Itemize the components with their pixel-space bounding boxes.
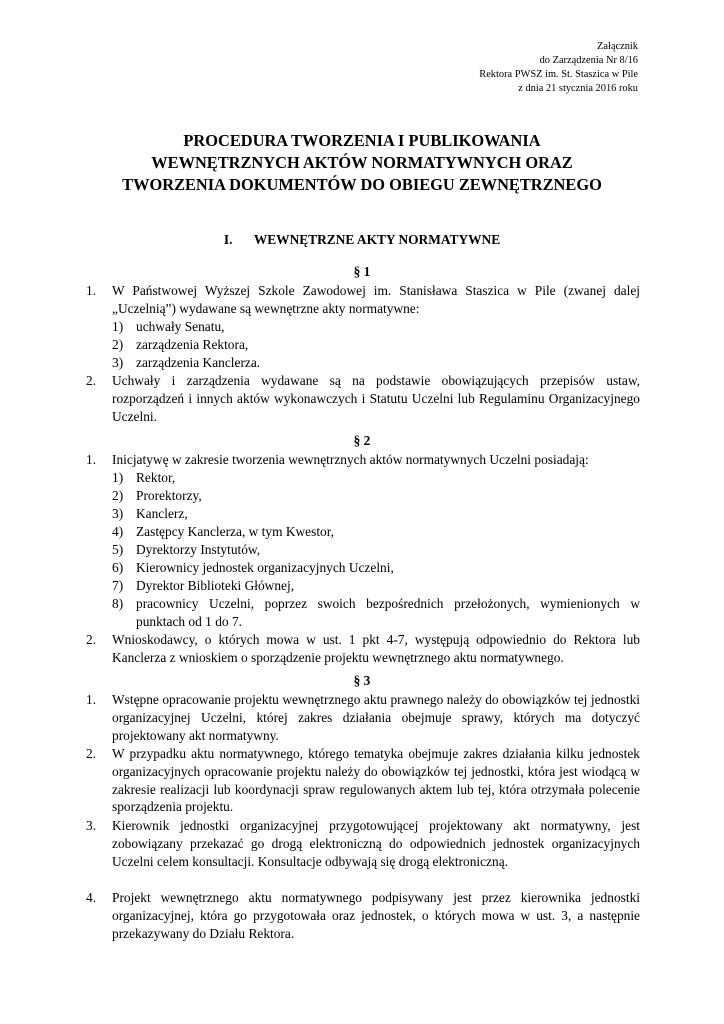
item-text: Uchwały i zarządzenia wydawane są na podstawie obowiązujących przepisów ustaw, rozporządzeń i innych aktów wykonawczych i Statutu Uczelni lub Regulaminu Organizacyjnego Uczelni. [112, 373, 640, 424]
header-line-attachment: Załącznik [597, 41, 638, 52]
paragraph-mark-1: § 1 [353, 264, 371, 279]
sub-text: Kanclerz, [136, 506, 188, 521]
section-number: I. [223, 232, 233, 247]
p3-item-4 [86, 889, 640, 942]
paragraph-mark-3: § 3 [353, 673, 371, 688]
p2-sub-3 [112, 505, 640, 523]
p2-sub-6 [112, 559, 640, 577]
item-number: 1. [86, 692, 97, 707]
sub-text: Rektor, [136, 470, 176, 485]
header-line-date: z dnia 21 stycznia 2016 roku [518, 83, 638, 94]
p2-sub-4 [112, 523, 640, 541]
header-line-rector: Rektora PWSZ im. St. Staszica w Pile [479, 69, 638, 80]
p3-item-2 [86, 745, 640, 816]
sub-text: Dyrektor Biblioteki Głównej, [136, 578, 295, 593]
document-header [378, 40, 638, 96]
p1-item-1 [86, 282, 640, 318]
p1-sub-2 [112, 336, 640, 354]
p2-sub-1 [112, 469, 640, 487]
sub-number: 5) [112, 542, 124, 557]
p2-item-2 [86, 631, 640, 667]
p2-sub-8 [112, 595, 640, 631]
sub-text: zarządzenia Rektora, [136, 337, 249, 352]
p2-sub-5 [112, 541, 640, 559]
title-line-3: TWORZENIA DOKUMENTÓW DO OBIEGU ZEWNĘTRZNEGO [122, 175, 602, 194]
sub-number: 3) [112, 355, 124, 370]
sub-text: zarządzenia Kanclerza. [136, 355, 261, 370]
item-number: 2. [86, 632, 97, 647]
item-text: Kierownik jednostki organizacyjnej przygotowującej projektowany akt normatywny, jest zobowiązany przekazać go drogą elektroniczną do odpowiednich jednostek organizacyjnych Uczelni celem konsultacji. Konsultacje odbywają się drogą elektroniczną. [112, 818, 640, 869]
item-number: 3. [86, 818, 97, 833]
item-number: 1. [86, 283, 97, 298]
sub-number: 1) [112, 470, 124, 485]
p2-item-1 [86, 451, 640, 469]
sub-text: Zastępcy Kanclerza, w tym Kwestor, [136, 524, 335, 539]
item-text: Projekt wewnętrznego aktu normatywnego podpisywany jest przez kierownika jednostki organizacyjnej, która go przygotowała oraz jednostek, o których mowa w ust. 3, a następnie przekazywany do Działu Rektora. [112, 890, 640, 941]
item-number: 4. [86, 890, 97, 905]
sub-text: Dyrektorzy Instytutów, [136, 542, 261, 557]
sub-number: 2) [112, 488, 124, 503]
item-text: W przypadku aktu normatywnego, którego tematyka obejmuje zakres działania kilku jednostek organizacyjnych opracowanie projektu należy do obowiązków tej jednostki, która jest wiodącą w zakresie realizacji lub koordynacji spraw regulowanych aktem lub tej, która otrzymała polecenie sporządzenia projektu. [112, 746, 640, 815]
item-text: Inicjatywę w zakresie tworzenia wewnętrznych aktów normatywnych Uczelni posiadają: [112, 452, 589, 467]
section-title: WEWNĘTRZNE AKTY NORMATYWNE [253, 232, 501, 247]
sub-number: 1) [112, 319, 124, 334]
sub-text: pracownicy Uczelni, poprzez swoich bezpośrednich przełożonych, wymienionych w punktach od 1 do 7. [136, 596, 640, 629]
p1-item-2 [86, 372, 640, 425]
p2-sub-2 [112, 487, 640, 505]
item-text: Wstępne opracowanie projektu wewnętrznego aktu prawnego należy do obowiązków tej jednostki organizacyjnej Uczelni, której zakres działania obejmuje sprawy, których ma dotyczyć projektowany akt normatywny. [112, 692, 640, 743]
sub-number: 2) [112, 337, 124, 352]
sub-number: 6) [112, 560, 124, 575]
item-text: W Państwowej Wyższej Szkole Zawodowej im. Stanisława Staszica w Pile (zwanej dalej „Uczelnią”) wydawane są wewnętrzne akty normatywne: [112, 283, 640, 316]
sub-text: uchwały Senatu, [136, 319, 225, 334]
sub-text: Kierownicy jednostek organizacyjnych Uczelni, [136, 560, 394, 575]
item-number: 2. [86, 373, 97, 388]
p2-sub-7 [112, 577, 640, 595]
item-number: 1. [86, 452, 97, 467]
document-title [60, 130, 664, 196]
item-number: 2. [86, 746, 97, 761]
sub-number: 7) [112, 578, 124, 593]
p3-item-1 [86, 691, 640, 744]
paragraph-mark-2: § 2 [353, 433, 371, 448]
p1-sub-1 [112, 318, 640, 336]
section-heading [0, 231, 724, 249]
sub-text: Prorektorzy, [136, 488, 202, 503]
sub-number: 4) [112, 524, 124, 539]
sub-number: 8) [112, 596, 124, 611]
title-line-1: PROCEDURA TWORZENIA I PUBLIKOWANIA [183, 131, 541, 150]
sub-number: 3) [112, 506, 124, 521]
p3-item-3 [86, 817, 640, 870]
header-line-order: do Zarządzenia Nr 8/16 [539, 55, 638, 66]
item-text: Wnioskodawcy, o których mowa w ust. 1 pkt 4-7, występują odpowiednio do Rektora lub Kanclerza z wnioskiem o sporządzenie projektu wewnętrznego aktu normatywnego. [112, 632, 640, 665]
title-line-2: WEWNĘTRZNYCH AKTÓW NORMATYWNYCH ORAZ [151, 153, 573, 172]
p1-sub-3 [112, 354, 640, 372]
